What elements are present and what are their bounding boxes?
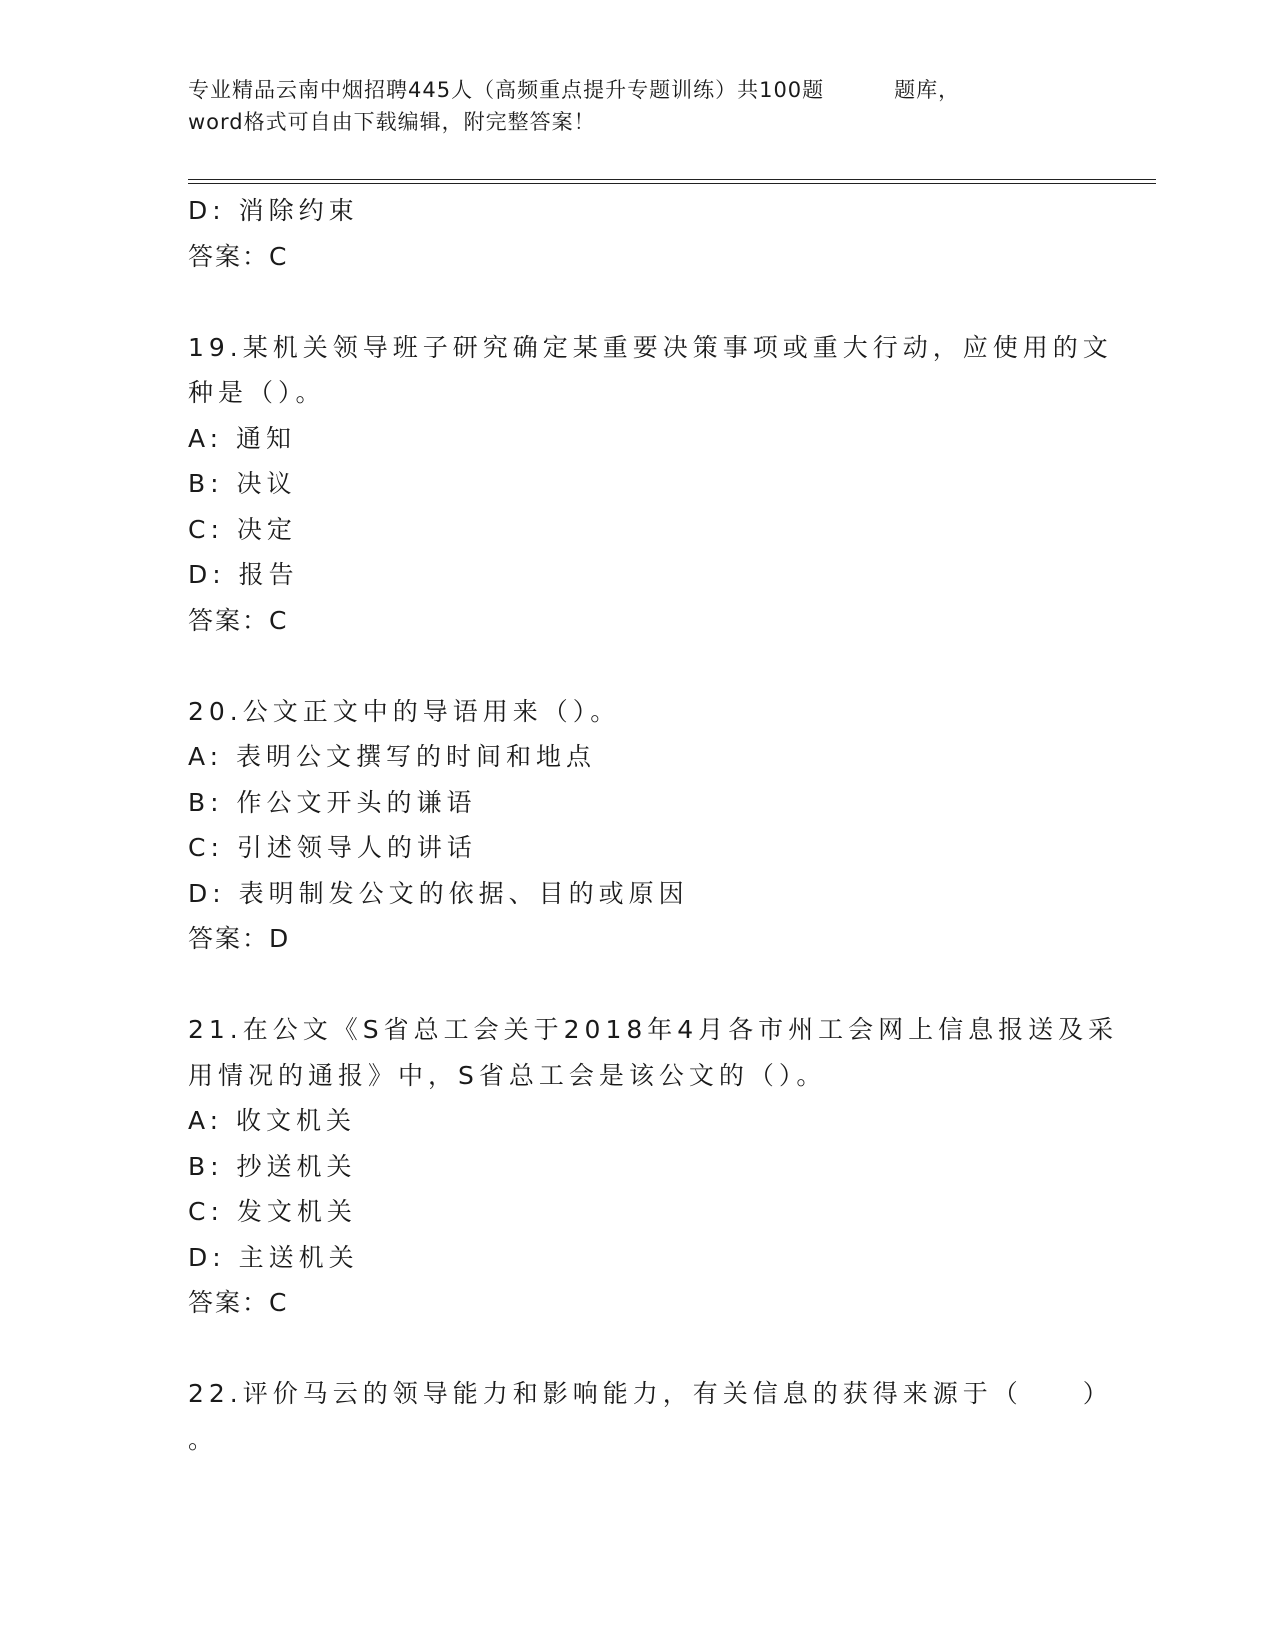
question-stem: 。 — [188, 1424, 219, 1454]
answer: 答案：C — [188, 605, 289, 635]
option-a: A: 通知 — [188, 423, 297, 453]
question-stem: 19.某机关领导班子研究确定某重要决策事项或重大行动，应使用的文 — [188, 332, 1113, 362]
header-divider-top — [188, 179, 1156, 180]
option-a: A: 表明公文撰写的时间和地点 — [188, 742, 597, 771]
option-d: D: 主送机关 — [188, 1242, 359, 1272]
question-22 — [188, 1371, 1113, 1462]
question-19 — [188, 325, 1113, 644]
option-b: B: 作公文开头的谦语 — [188, 787, 477, 817]
header-title: 专业精品云南中烟招聘445人（高频重点提升专题训练）共100题 — [188, 78, 825, 102]
question-20 — [188, 689, 1088, 962]
option-b: B: 决议 — [188, 469, 297, 498]
question-stem: 种是（）。 — [188, 378, 326, 407]
option-c: C: 发文机关 — [188, 1197, 357, 1226]
header-line-1 — [188, 74, 1068, 106]
question-stem: 20.公文正文中的导语用来（）。 — [188, 696, 621, 726]
question-stem: 21.在公文《S省总工会关于2018年4月各市州工会网上信息报送及采 — [188, 1015, 1119, 1044]
option-d: D: 表明制发公文的依据、目的或原因 — [188, 878, 689, 908]
option-d: D: 消除约束 — [188, 196, 359, 225]
question-stem: 用情况的通报》中，S省总工会是该公文的（）。 — [188, 1060, 827, 1090]
answer: 答案：C — [188, 241, 289, 271]
option-a: A: 收文机关 — [188, 1106, 357, 1135]
option-c: C: 引述领导人的讲话 — [188, 833, 477, 862]
header-title-suffix: 题库， — [894, 78, 961, 102]
header-divider-bottom — [188, 183, 1156, 184]
question-21 — [188, 1007, 1119, 1326]
answer: 答案：C — [188, 1288, 289, 1317]
question-stem: 22.评价马云的领导能力和影响能力，有关信息的获得来源于（ ） — [188, 1379, 1113, 1408]
document-body — [188, 188, 1119, 1462]
header-line-2: word格式可自由下载编辑，附完整答案！ — [188, 110, 596, 134]
option-d: D: 报告 — [188, 560, 299, 589]
page-header — [188, 74, 1068, 138]
option-b: B: 抄送机关 — [188, 1151, 357, 1181]
answer: 答案：D — [188, 924, 291, 953]
option-c: C: 决定 — [188, 514, 297, 544]
